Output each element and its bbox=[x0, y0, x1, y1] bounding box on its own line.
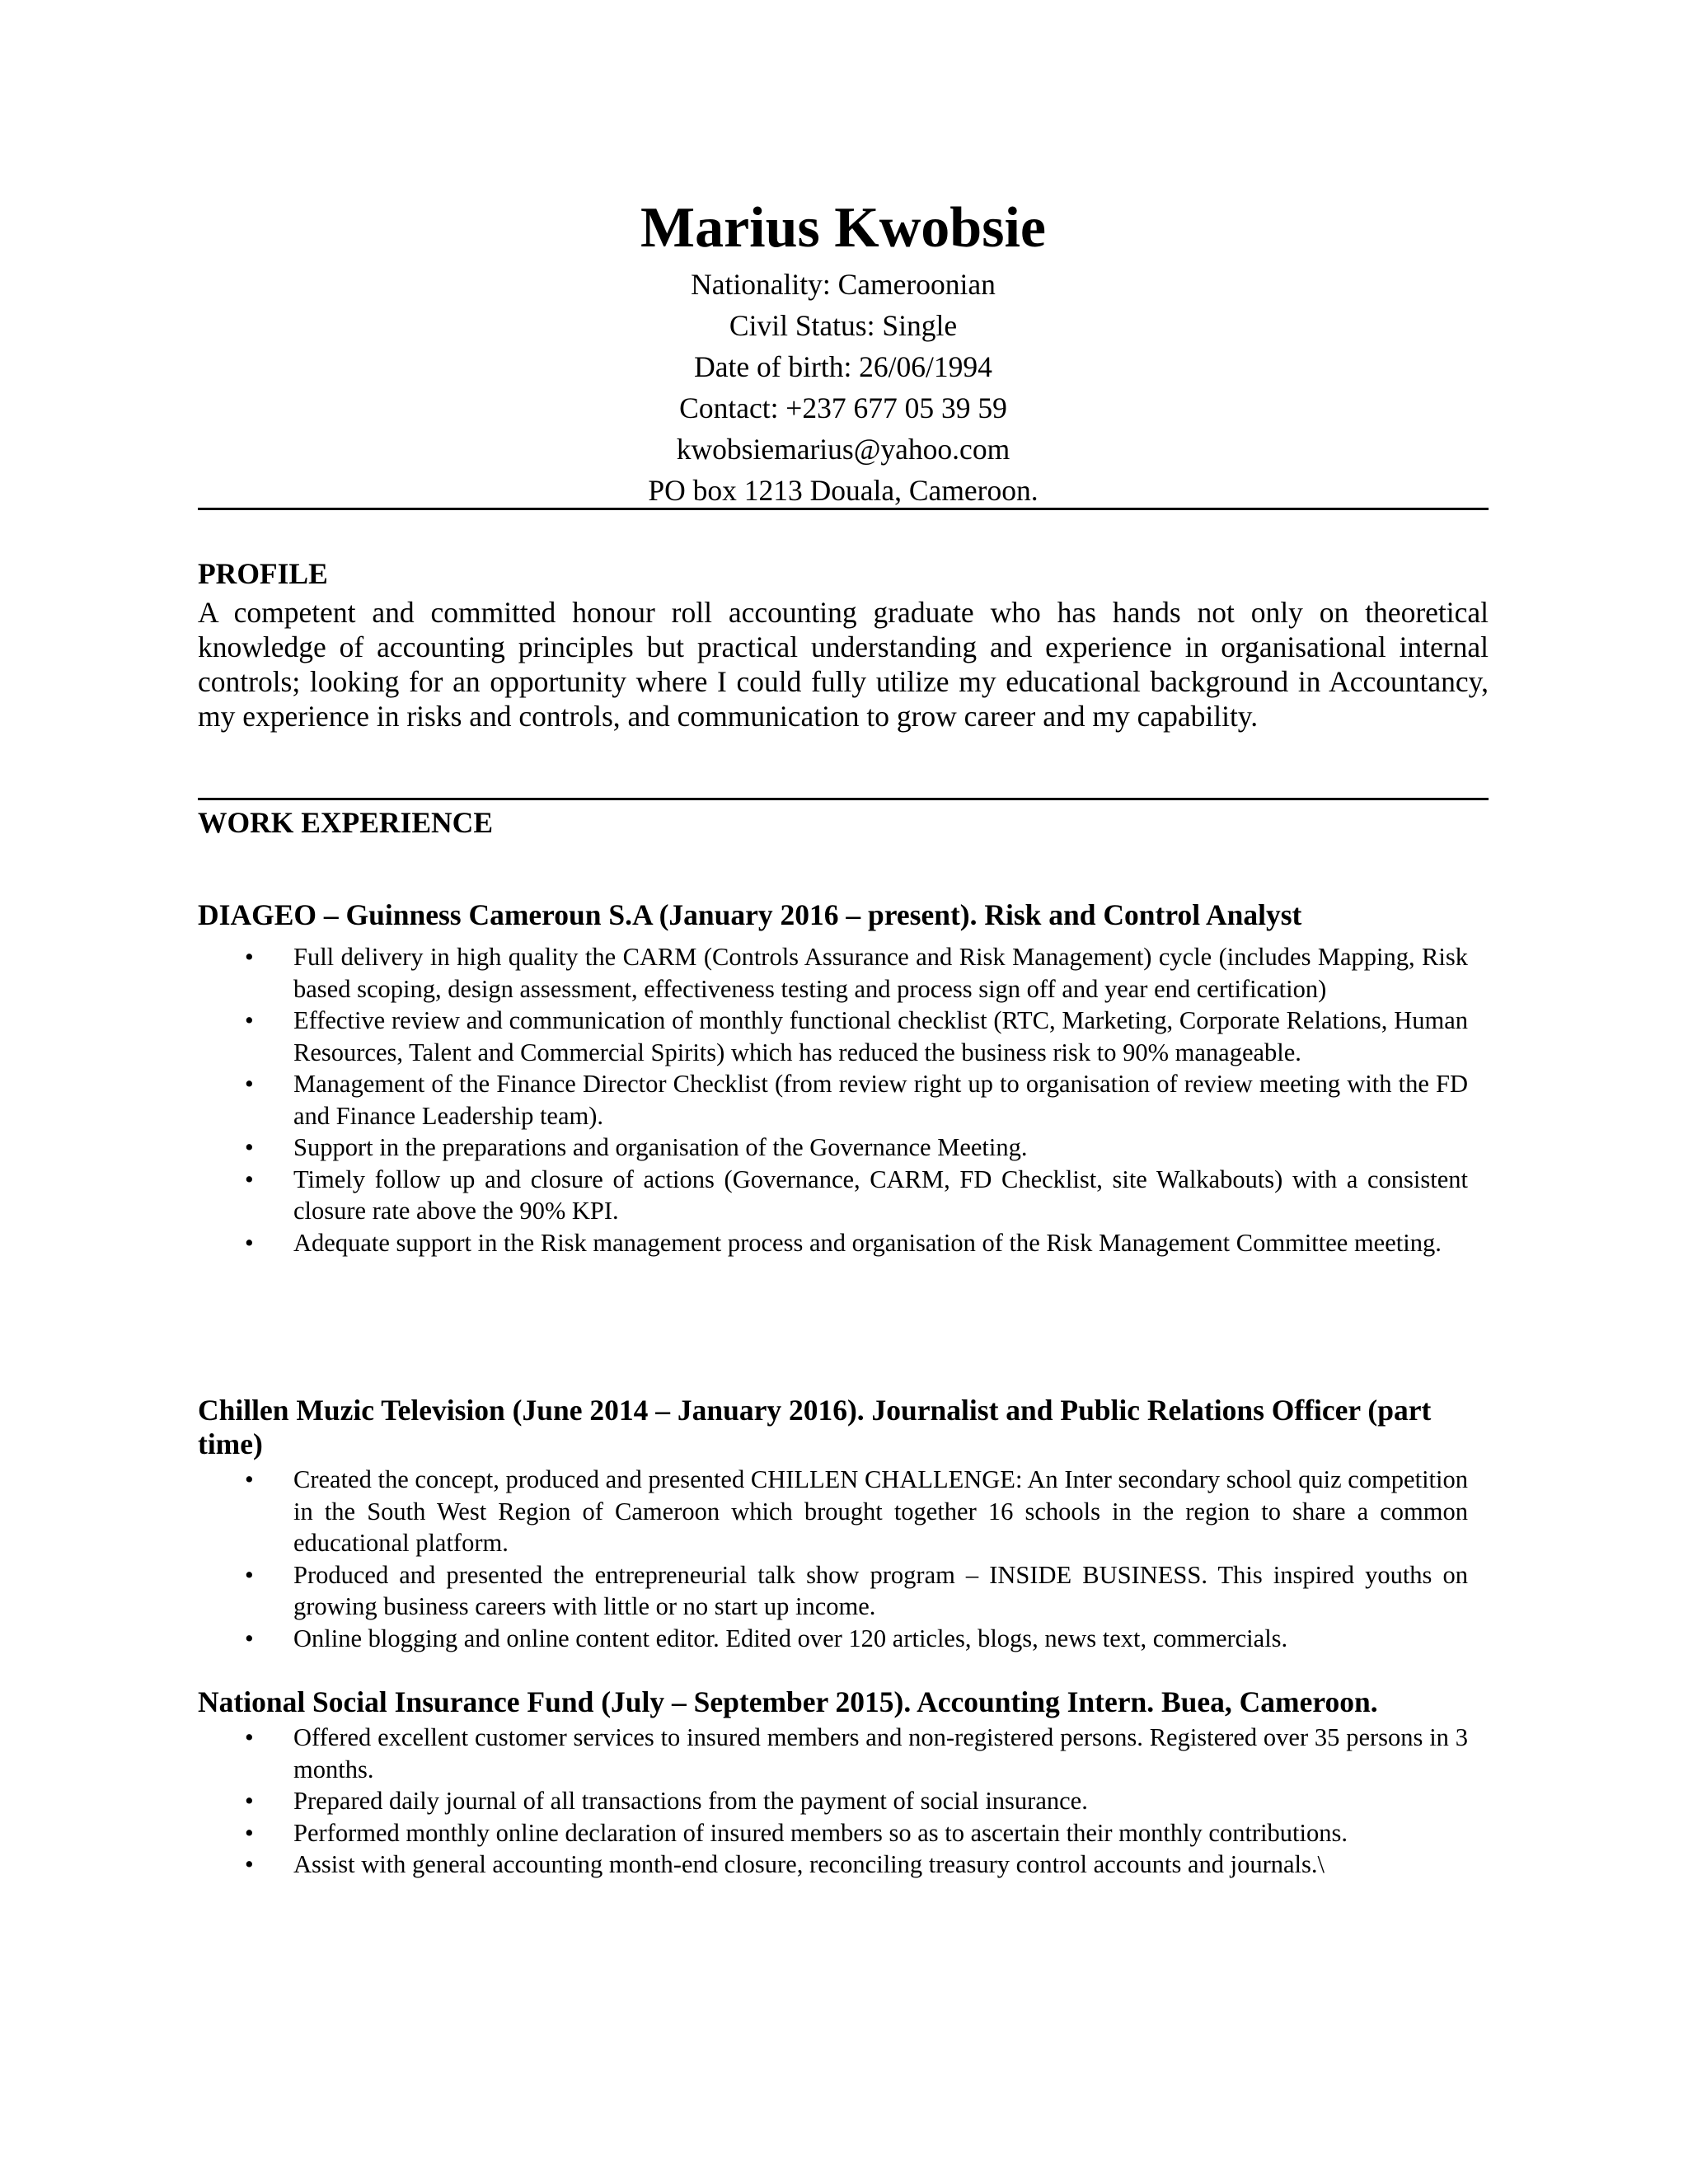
bullet-icon: • bbox=[245, 1850, 254, 1878]
list-item: • Adequate support in the Risk management process and organisation of the Risk Management Committee meeting. bbox=[198, 1227, 1468, 1259]
work-experience-heading: WORK EXPERIENCE bbox=[198, 806, 493, 839]
date-of-birth: Date of birth: 26/06/1994 bbox=[694, 350, 992, 383]
job-bullets-nsif bbox=[198, 1722, 1468, 1881]
header-divider bbox=[198, 508, 1489, 510]
bullet-icon: • bbox=[245, 1006, 254, 1034]
section-divider bbox=[198, 798, 1489, 800]
bullet-icon: • bbox=[245, 1228, 254, 1257]
job-title-nsif: National Social Insurance Fund (July – September 2015). Accounting Intern. Buea, Cameroon. bbox=[198, 1685, 1378, 1718]
list-item: • Effective review and communication of monthly functional checklist (RTC, Marketing, Corporate Relations, Human Resources, Talent and Commercial Spirits) which has reduced the business risk to 90% manageable. bbox=[245, 1006, 1468, 1066]
bullet-icon: • bbox=[245, 943, 254, 971]
list-item: • Full delivery in high quality the CARM (Controls Assurance and Risk Management) cycle (includes Mapping, Risk based scoping, design assessment, effectiveness testing and process sign off and year end certification) bbox=[245, 943, 1468, 1003]
profile-heading: PROFILE bbox=[198, 557, 328, 590]
nationality: Nationality: Cameroonian bbox=[691, 268, 996, 301]
job-title-diageo: DIAGEO – Guinness Cameroun S.A (January 2016 – present). Risk and Control Analyst bbox=[198, 898, 1302, 931]
postal-address: PO box 1213 Douala, Cameroon. bbox=[648, 474, 1039, 507]
list-item: • Support in the preparations and organisation of the Governance Meeting. bbox=[198, 1132, 1468, 1164]
job-bullets-chillen bbox=[198, 1464, 1468, 1654]
job-title-chillen: Chillen Muzic Television (June 2014 – January 2016). Journalist and Public Relations Officer (part time) bbox=[198, 1394, 1432, 1460]
job-bullets-diageo bbox=[198, 941, 1468, 1258]
list-item: • Performed monthly online declaration of insured members so as to ascertain their monthly contributions. bbox=[198, 1817, 1468, 1849]
list-item: • Created the concept, produced and presented CHILLEN CHALLENGE: An Inter secondary school quiz competition in the South West Region of Cameroon which brought together 16 schools in the region to share a common educational platform. bbox=[245, 1465, 1468, 1557]
profile-summary: A competent and committed honour roll accounting graduate who has hands not only on theoretical knowledge of accounting principles but practical understanding and experience in organisational internal controls; looking for an opportunity where I could fully utilize my educational background in Accountancy, my experience in risks and controls, and communication to grow career and my capability. bbox=[198, 596, 1489, 733]
bullet-icon: • bbox=[245, 1165, 254, 1193]
contact-email: kwobsiemarius@yahoo.com bbox=[676, 433, 1010, 466]
bullet-icon: • bbox=[245, 1787, 254, 1815]
candidate-name: Marius Kwobsie bbox=[640, 196, 1046, 260]
civil-status: Civil Status: Single bbox=[729, 309, 958, 342]
list-item: • Timely follow up and closure of actions (Governance, CARM, FD Checklist, site Walkabouts) with a consistent closure rate above the 90% KPI. bbox=[245, 1165, 1468, 1225]
list-item: • Assist with general accounting month-end closure, reconciling treasury control accounts and journals.\ bbox=[198, 1849, 1468, 1881]
bullet-icon: • bbox=[245, 1465, 254, 1493]
bullet-icon: • bbox=[245, 1133, 254, 1161]
list-item: • Offered excellent customer services to insured members and non-registered persons. Registered over 35 persons in 3 months. bbox=[245, 1723, 1468, 1783]
contact-phone: Contact: +237 677 05 39 59 bbox=[679, 391, 1007, 424]
bullet-icon: • bbox=[245, 1560, 254, 1589]
bullet-icon: • bbox=[245, 1624, 254, 1652]
list-item: • Prepared daily journal of all transactions from the payment of social insurance. bbox=[198, 1785, 1468, 1817]
bullet-icon: • bbox=[245, 1070, 254, 1098]
bullet-icon: • bbox=[245, 1723, 254, 1751]
bullet-icon: • bbox=[245, 1818, 254, 1847]
list-item: • Management of the Finance Director Checklist (from review right up to organisation of review meeting with the FD and Finance Leadership team). bbox=[245, 1070, 1468, 1130]
list-item: • Produced and presented the entrepreneurial talk show program – INSIDE BUSINESS. This inspired youths on growing business careers with little or no start up income. bbox=[245, 1560, 1468, 1620]
list-item: • Online blogging and online content editor. Edited over 120 articles, blogs, news text, commercials. bbox=[198, 1623, 1468, 1655]
